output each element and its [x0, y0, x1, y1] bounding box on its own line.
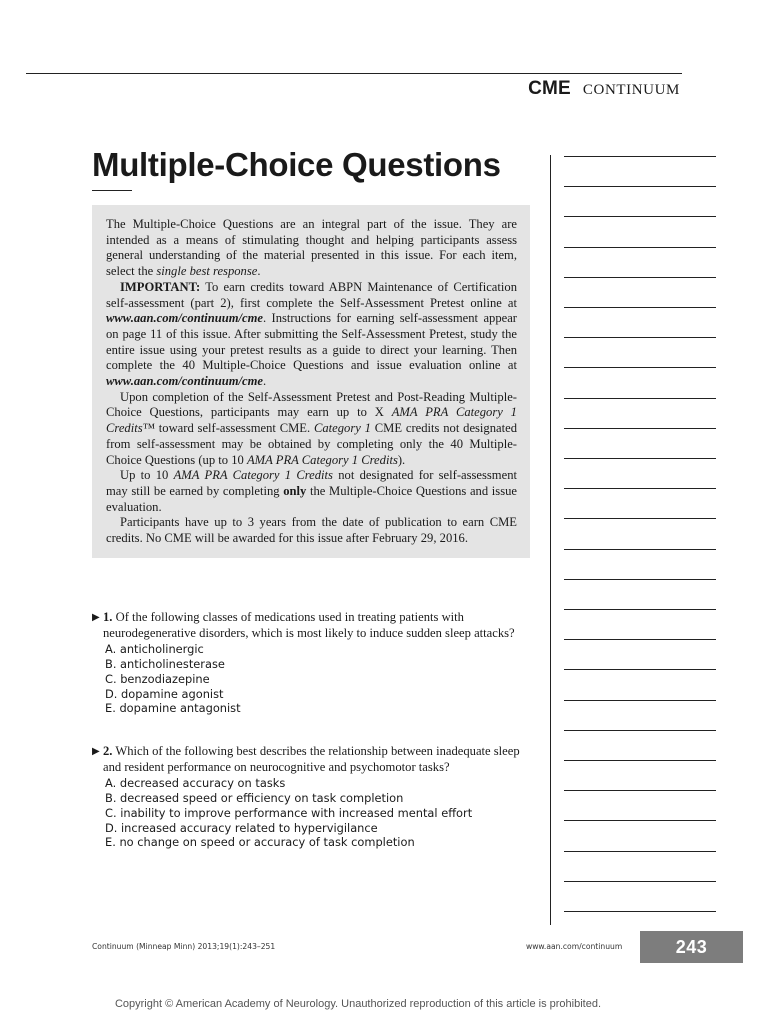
header-rule [26, 73, 682, 74]
question-2 [92, 744, 538, 850]
note-line [564, 428, 716, 429]
intro-paragraph-2: IMPORTANT: To earn credits toward ABPN Maintenance of Certification self-assessment (part 2), first complete the Self-Assessment Pretest online at www.aan.com/continuum/cme. Instructions for earning self-assessment appear on page 11 of this issue. After submitting the Self-Assessment Pretest, study the entire issue using your pretest results as a guide to direct your learning. Then complete the 40 Multiple-Choice Questions and issue evaluation online at www.aan.com/continuum/cme. [106, 279, 517, 389]
note-line [564, 398, 716, 399]
page-title: Multiple-Choice Questions [92, 146, 501, 183]
note-line [564, 367, 716, 368]
intro-paragraph-4: Up to 10 AMA PRA Category 1 Credits not designated for self-assessment may still be earned by completing only the Multiple-Choice Questions and issue evaluation. [106, 468, 517, 514]
answer-option[interactable]: E. dopamine antagonist [105, 701, 241, 716]
note-line [564, 518, 716, 519]
note-line [564, 639, 716, 640]
note-line [564, 579, 716, 580]
answer-option[interactable]: D. increased accuracy related to hypervigilance [105, 820, 378, 835]
answer-option[interactable]: B. anticholinesterase [105, 657, 225, 672]
question-stem: ▶ 2. Which of the following best describes the relationship between inadequate sleep and resident performance on neurocognitive and psychomotor tasks? [92, 744, 520, 774]
answer-option[interactable]: C. inability to improve performance with increased mental effort [105, 805, 473, 820]
note-line [564, 549, 716, 550]
note-line [564, 216, 716, 217]
play-arrow-icon: ▶ [92, 612, 100, 623]
note-line [564, 247, 716, 248]
note-line [564, 730, 716, 731]
answer-option[interactable]: A. decreased accuracy on tasks [105, 776, 286, 791]
note-line [564, 186, 716, 187]
brand-continuum: CONTINUUM [582, 82, 680, 98]
answer-options [92, 642, 538, 716]
cme-link[interactable]: www.aan.com/continuum/cme [106, 311, 263, 326]
journal-brand [528, 78, 680, 100]
question-stem: ▶ 1. Of the following classes of medications used in treating patients with neurodegenerative disorders, which is most likely to induce sudden sleep attacks? [92, 610, 515, 640]
note-line [564, 760, 716, 761]
intro-paragraph-1: The Multiple-Choice Questions are an integral part of the issue. They are intended as a means of stimulating thought and helping participants assess general understanding of the material presented in this issue. For each item, select the single best response. [106, 217, 517, 279]
note-line [564, 851, 716, 852]
answer-option[interactable]: D. dopamine agonist [105, 686, 224, 701]
note-line [564, 911, 716, 912]
intro-paragraph-5: Participants have up to 3 years from the date of publication to earn CME credits. No CME will be awarded for this issue after February 29, 2016. [106, 515, 517, 546]
question-1 [92, 610, 538, 716]
copyright-notice: Copyright © American Academy of Neurology. Unauthorized reproduction of this article is prohibited. [114, 998, 602, 1010]
instructions-box [92, 205, 530, 558]
cme-link[interactable]: www.aan.com/continuum/cme [106, 374, 263, 389]
note-line [564, 669, 716, 670]
intro-paragraph-3: Upon completion of the Self-Assessment Pretest and Post-Reading Multiple-Choice Questions, participants may earn up to X AMA PRA Category 1 Credits™ toward self-assessment CME. Category 1 CME credits not designated from self-assessment may be obtained by completing only the 40 Multiple-Choice Questions (up to 10 AMA PRA Category 1 Credits). [106, 389, 518, 467]
answer-option[interactable]: C. benzodiazepine [105, 671, 210, 686]
note-line [564, 156, 716, 157]
note-line [564, 820, 716, 821]
page-number: 243 [640, 931, 743, 963]
note-line [564, 700, 716, 701]
answer-option[interactable]: A. anticholinergic [105, 642, 204, 657]
note-line [564, 277, 716, 278]
note-line [564, 790, 716, 791]
answer-option[interactable]: E. no change on speed or accuracy of task completion [105, 835, 415, 850]
note-line [564, 609, 716, 610]
title-underline [92, 190, 132, 191]
brand-cme: CME [528, 78, 571, 99]
note-line [564, 881, 716, 882]
answer-options [92, 776, 538, 850]
note-line [564, 307, 716, 308]
citation: Continuum (Minneap Minn) 2013;19(1):243–251 [92, 942, 276, 951]
note-line [564, 488, 716, 489]
note-line [564, 337, 716, 338]
note-line [564, 458, 716, 459]
play-arrow-icon: ▶ [92, 746, 100, 757]
notes-divider [550, 155, 551, 925]
website-link[interactable]: www.aan.com/continuum [526, 942, 623, 951]
answer-option[interactable]: B. decreased speed or efficiency on task completion [105, 791, 404, 806]
